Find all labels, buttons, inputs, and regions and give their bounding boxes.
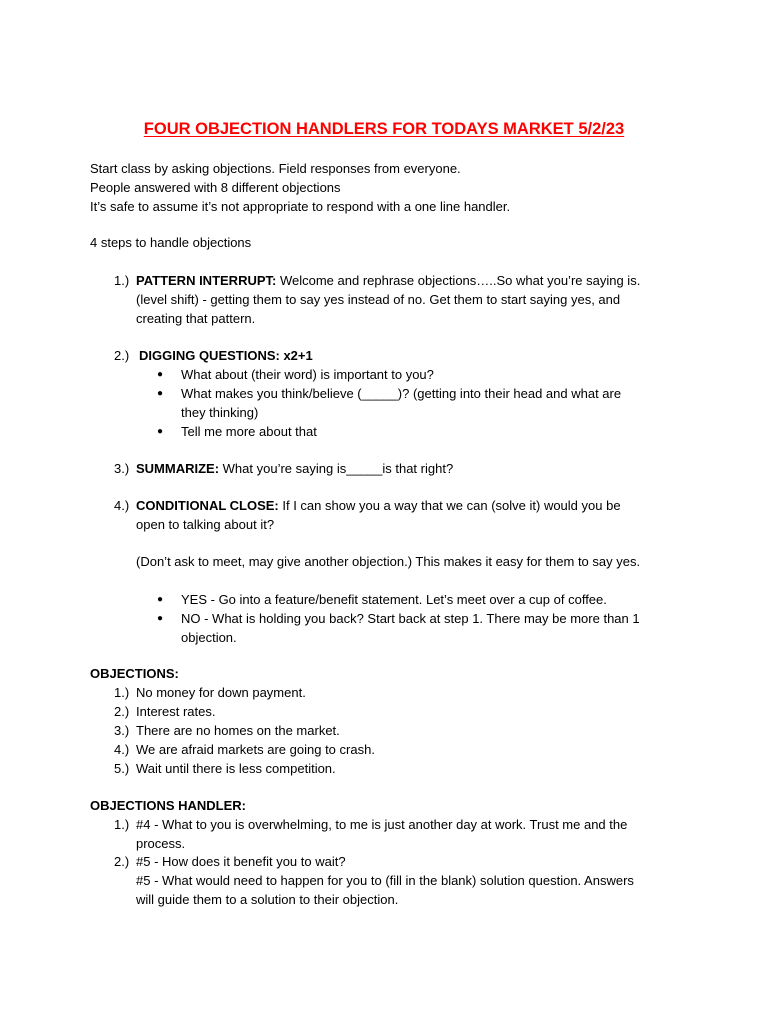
intro-line: Start class by asking objections. Field responses from everyone. [90, 161, 461, 176]
step-text: PATTERN INTERRUPT: Welcome and rephrase objections…..So what you’re saying is. (level shift) - getting them to say yes instead of no. Get them to start saying yes, and creating that pattern. [136, 273, 641, 326]
page-title: FOUR OBJECTION HANDLERS FOR TODAYS MARKET 5/2/23 [143, 120, 625, 138]
step-text: CONDITIONAL CLOSE: If I can show you a way that we can (solve it) would you be open to talking about it? [136, 498, 621, 532]
step-number: 2.) [114, 348, 130, 363]
step-label: CONDITIONAL CLOSE: [136, 498, 279, 513]
step-note: (Don’t ask to meet, may give another objection.) This makes it easy for them to say yes. [136, 554, 641, 569]
step-text: SUMMARIZE: What you’re saying is_____is that right? [136, 461, 454, 476]
steps-heading: 4 steps to handle objections [90, 235, 252, 250]
bullet-dot-icon: ● [157, 426, 164, 437]
step-number: 3.) [114, 461, 130, 476]
step-label: PATTERN INTERRUPT: [136, 273, 277, 288]
intro-line: People answered with 8 different objections [90, 179, 341, 195]
bullet-dot-icon: ● [157, 369, 164, 380]
bullet-dot-icon: ● [157, 388, 164, 399]
step-text [139, 346, 684, 365]
intro-line: It’s safe to assume it’s not appropriate to respond with a one line handler. [90, 198, 511, 214]
step-number: 4.) [114, 498, 130, 513]
handlers-heading: OBJECTIONS HANDLER: [90, 798, 247, 813]
objections-heading: OBJECTIONS: [90, 666, 179, 681]
step-number: 1.) [114, 273, 130, 288]
step-label: SUMMARIZE: [136, 461, 220, 476]
document-page: FOUR OBJECTION HANDLERS FOR TODAYS MARKET 5/2/23 Start class by asking objections. Field responses from everyone. People answered with 8 different objections It’s safe to assume it’s not appropriate to respond with a one line handler. 4 steps to handle objections 1.) PATTERN INTERRUPT: Welcome and rephrase objections…..So what you’re saying is. (level shift) - getting them to say yes instead of no. Get them to start saying yes, and creating that pattern. 2.) DIGGING QUESTIONS: x2+1 ● What about (their word) is important to you? ● What makes you think/believe (_____)? (getting into their head and what are they thinking) ● Tell me more about that 3.) SUMMARIZE: What you’re saying is_____is that right? 4.) CONDITIONAL CLOSE: If I can show you a way that we can (solve it) would you be open to talking about it? (Don’t ask to meet, may give another objection.) This makes it easy for them to say yes. ● YES - Go into a feature/benefit statement. Let’s meet over a cup of coffee. ● NO - What is holding you back? Start back at step 1. There may be more than 1 objection. OBJECTIONS: 1.) No money for down payment. 2.) Interest rates. 3.) There are no homes on the market. 4.) We are afraid markets are going to crash. 5.) Wait until there is less competition. OBJECTIONS HANDLER: 1.) #4 - What to you is overwhelming, to me is just another day at work. Trust me and the process. 2.) #5 - How does it benefit you to wait? #5 - What would need to happen for you to (fill in the blank) solution question. Answers will guide them to a solution to their objection. [0, 0, 768, 1024]
step-label: DIGGING QUESTIONS: x2+1 [139, 348, 313, 363]
intro-paragraph [90, 159, 690, 215]
bullet-dot-icon: ● [157, 613, 164, 624]
bullet-dot-icon: ● [157, 594, 164, 605]
